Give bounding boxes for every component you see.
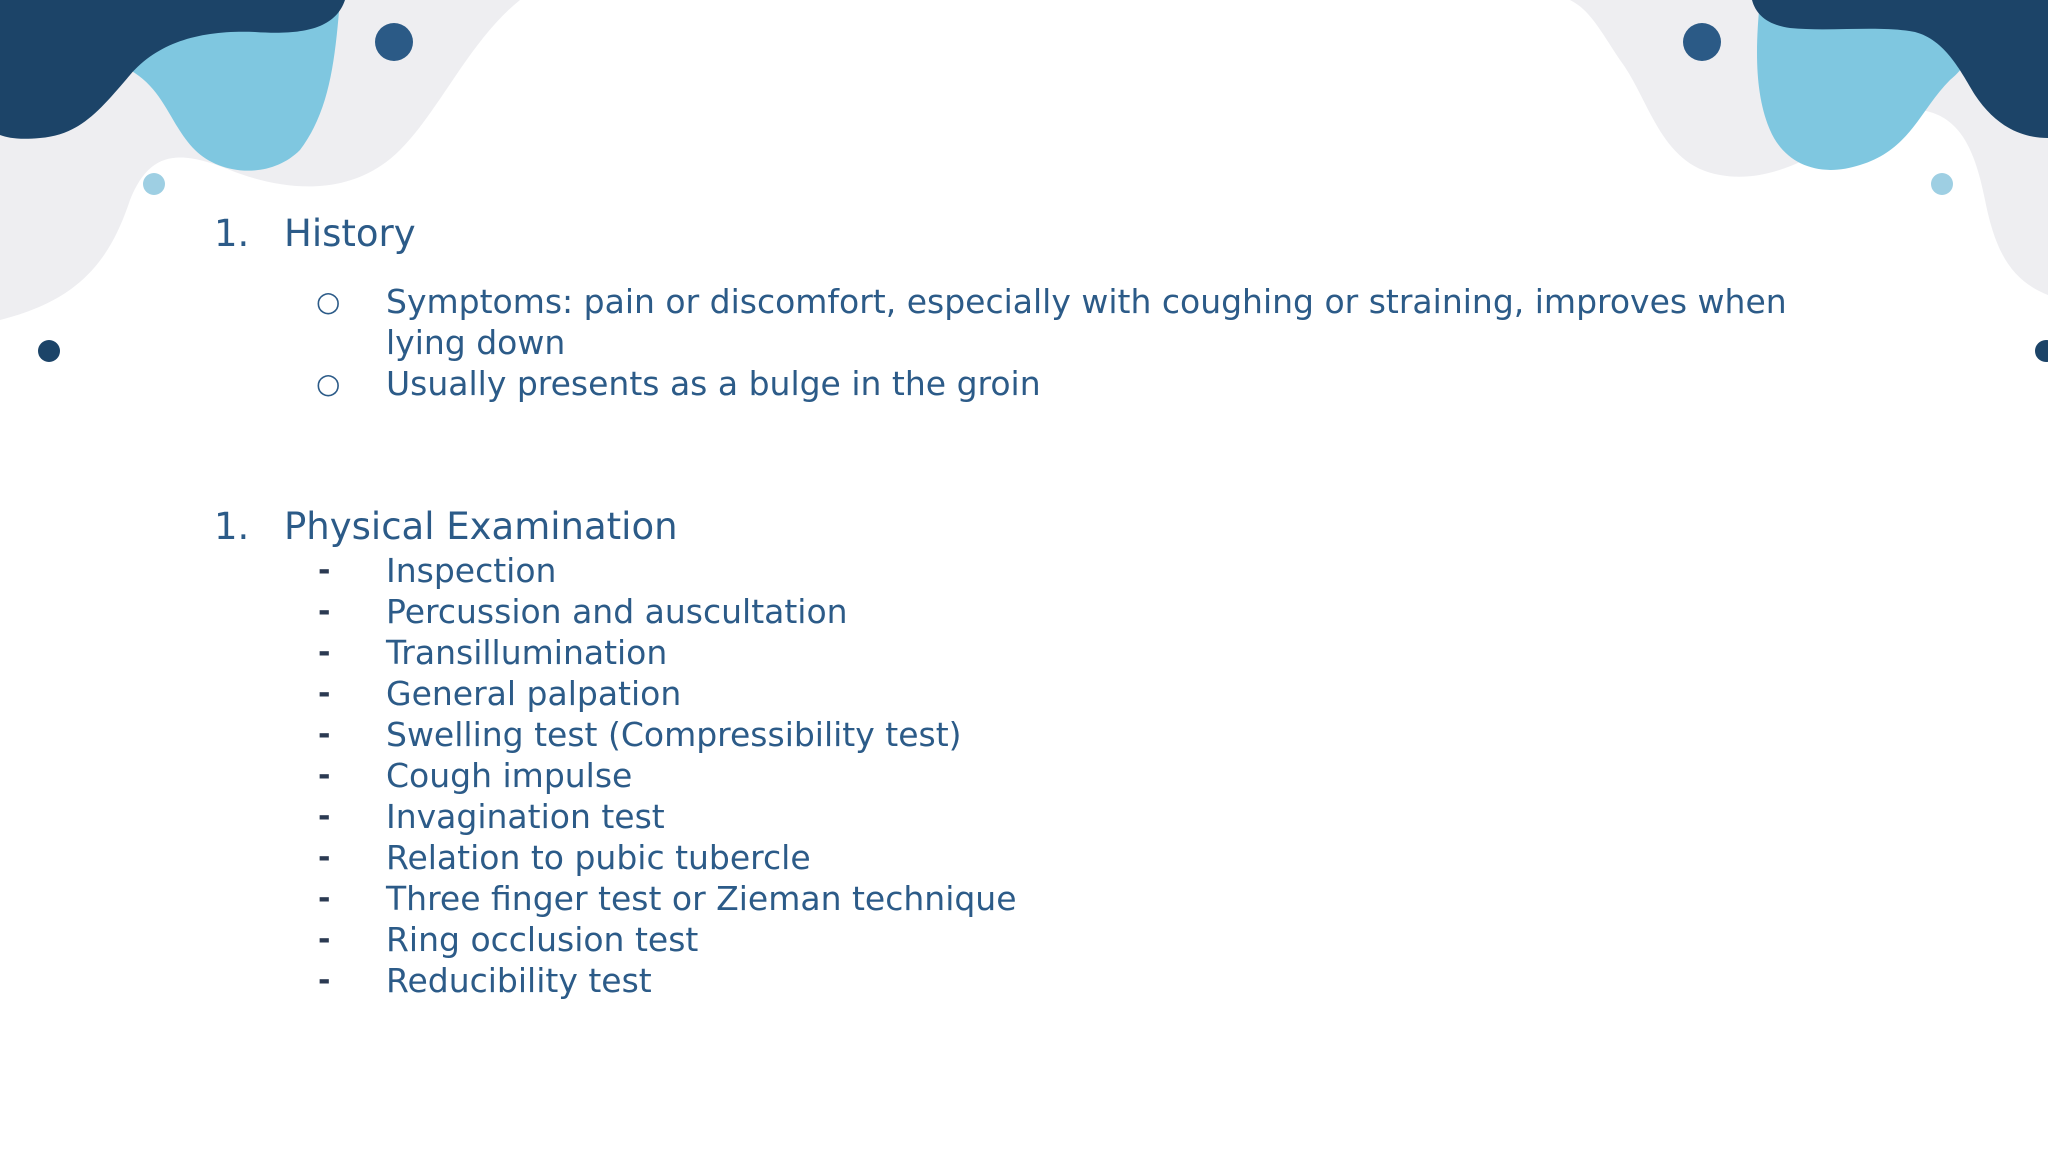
top-right-dot-mid bbox=[1683, 23, 1721, 61]
list-item-text: Percussion and auscultation bbox=[386, 592, 848, 631]
list-item-text: Transillumination bbox=[386, 633, 668, 672]
section-heading bbox=[214, 211, 1874, 257]
dash-bullet-icon: - bbox=[318, 922, 331, 957]
section-number: 1. bbox=[214, 505, 250, 548]
list-item bbox=[214, 591, 1874, 632]
history-list bbox=[214, 281, 1874, 404]
dash-bullet-icon: - bbox=[318, 881, 331, 916]
dash-bullet-icon: - bbox=[318, 840, 331, 875]
section-title: History bbox=[284, 212, 416, 255]
dash-bullet-icon: - bbox=[318, 963, 331, 998]
top-left-dot-mid bbox=[375, 23, 413, 61]
dash-bullet-icon: - bbox=[318, 717, 331, 752]
list-item-text: Reducibility test bbox=[386, 961, 652, 1000]
list-item-text: Three finger test or Zieman technique bbox=[386, 879, 1017, 918]
top-left-dot-light bbox=[143, 173, 165, 195]
top-right-dot-light bbox=[1931, 173, 1953, 195]
dash-bullet-icon: - bbox=[318, 594, 331, 629]
list-item bbox=[214, 796, 1874, 837]
dash-bullet-icon: - bbox=[318, 676, 331, 711]
list-item bbox=[214, 960, 1874, 1001]
list-item-text: General palpation bbox=[386, 674, 682, 713]
list-item bbox=[214, 632, 1874, 673]
list-item bbox=[214, 755, 1874, 796]
physical-examination-list bbox=[214, 550, 1874, 1001]
list-item-text: Symptoms: pain or discomfort, especially with coughing or straining, improves when lying down bbox=[386, 282, 1787, 362]
section-history bbox=[214, 211, 1874, 404]
list-item bbox=[214, 550, 1874, 591]
left-edge-dot-dark bbox=[38, 340, 60, 362]
list-item bbox=[214, 363, 1874, 404]
list-item-text: Relation to pubic tubercle bbox=[386, 838, 811, 877]
list-item bbox=[214, 673, 1874, 714]
list-item-text: Usually presents as a bulge in the groin bbox=[386, 364, 1041, 403]
list-item bbox=[214, 837, 1874, 878]
list-item bbox=[214, 714, 1874, 755]
list-item bbox=[214, 919, 1874, 960]
dash-bullet-icon: - bbox=[318, 799, 331, 834]
dash-bullet-icon: - bbox=[318, 758, 331, 793]
list-item-text: Swelling test (Compressibility test) bbox=[386, 715, 962, 754]
hollow-circle-bullet-icon: ○ bbox=[316, 285, 341, 318]
section-physical-examination bbox=[214, 504, 1874, 1001]
section-number: 1. bbox=[214, 212, 250, 255]
section-heading bbox=[214, 504, 1874, 550]
hollow-circle-bullet-icon: ○ bbox=[316, 367, 341, 400]
dash-bullet-icon: - bbox=[318, 635, 331, 670]
section-title: Physical Examination bbox=[284, 505, 678, 548]
list-item-text: Invagination test bbox=[386, 797, 665, 836]
list-item bbox=[214, 878, 1874, 919]
list-item-text: Inspection bbox=[386, 551, 557, 590]
right-edge-dot-dark bbox=[2035, 340, 2048, 362]
list-item bbox=[214, 281, 1874, 363]
dash-bullet-icon: - bbox=[318, 553, 331, 588]
list-item-text: Cough impulse bbox=[386, 756, 633, 795]
list-item-text: Ring occlusion test bbox=[386, 920, 699, 959]
